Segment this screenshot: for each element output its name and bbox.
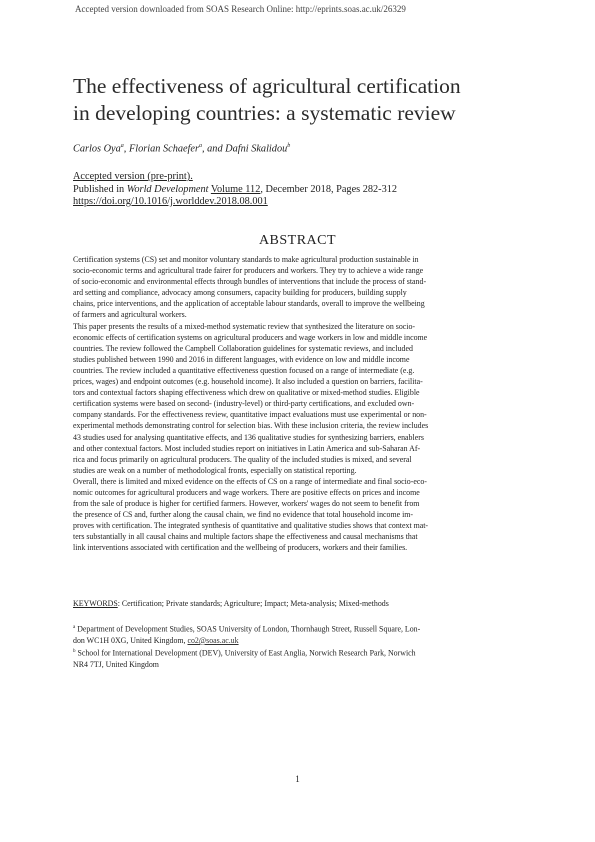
abstract-line: nomic outcomes for agricultural producers and wage workers. There are positive effects on prices and income bbox=[73, 487, 420, 497]
affiliation-a-mark: a bbox=[73, 625, 76, 630]
abstract-line: prices, wages) and endpoint outcomes (e.g. household income). It also included a question on barriers, facilita- bbox=[73, 377, 423, 387]
abstract-heading: ABSTRACT bbox=[258, 233, 337, 248]
abstract-line: Overall, there is limited and mixed evidence on the effects of CS on a range of intermediate and final socio-eco- bbox=[73, 476, 427, 486]
abstract-line: the presence of CS and, further along the causal chain, we find no evidence that total household income im- bbox=[73, 510, 414, 520]
page-number: 1 bbox=[295, 774, 300, 784]
abstract-line: chains, price interventions, and the application of acceptable labour standards, overall to improve the wellbeing bbox=[73, 299, 425, 309]
affiliation-a bbox=[73, 622, 420, 635]
abstract-line: Certification systems (CS) set and monitor voluntary standards to make agricultural production sustainable in bbox=[73, 255, 419, 264]
abstract-body bbox=[73, 254, 525, 554]
published-prefix: Published in bbox=[73, 183, 127, 195]
abstract-line: and other contextual factors. Most included studies report on initiatives in Latin America and sub-Saharan Af- bbox=[73, 443, 421, 453]
abstract-line: studies published between 1990 and 2016 in different languages, with evidence on low and middle income bbox=[73, 354, 410, 364]
abstract-line: rica and focus primarily on agricultural producers. The quality of the included studies is mixed, and several bbox=[73, 454, 412, 464]
email-link[interactable]: co2@soas.ac.uk bbox=[187, 635, 239, 645]
abstract-line: company standards. For the effectiveness review, quantitative impact evaluations must use experimental or non- bbox=[73, 410, 427, 420]
title-line-2: in developing countries: a systematic review bbox=[73, 101, 456, 125]
abstract-line: socio-economic terms and agricultural trade fairer for producers and workers. They try to achieve a wide range bbox=[73, 266, 424, 276]
affiliation-a-text-cont: don WC1H 0XG, United Kingdom, bbox=[73, 635, 188, 645]
affiliation-a-text: Department of Development Studies, SOAS University of London, Thornhaugh Street, Russell Square, Lon- bbox=[75, 624, 421, 634]
abstract-line: This paper presents the results of a mixed-method systematic review that synthesized the literature on socio- bbox=[73, 321, 416, 331]
author-separator: , and bbox=[202, 143, 226, 155]
author-2: Florian Schaefer bbox=[128, 143, 199, 155]
affiliation-b-text-cont: NR4 7TJ, United Kingdom bbox=[73, 659, 159, 669]
author-separator: , bbox=[123, 143, 129, 155]
abstract-line: of socio-economic and environmental effects through bundles of interventions that include the process of stand- bbox=[73, 277, 427, 287]
abstract-line: ters substantially in all causal chains and multiple factors shape the effectiveness and causal mechanisms that bbox=[73, 532, 418, 542]
keywords-list: : Certification; Private standards; Agriculture; Impact; Meta-analysis; Mixed-methods bbox=[117, 599, 389, 608]
abstract-line: tors and contextual factors shaping effectiveness which drew on qualitative or mixed-method studies. Eligible bbox=[73, 388, 420, 398]
abstract-line: 43 studies used for analysing quantitative effects, and 136 qualitative studies for synthesizing barriers, enablers bbox=[73, 432, 424, 442]
affiliation-b-text: School for International Development (DEV), University of East Anglia, Norwich Research Park, Norwich bbox=[75, 648, 416, 658]
abstract-line: experimental methods demonstrating control for selection bias. With these inclusion criteria, the review includes bbox=[73, 421, 429, 431]
affiliation-b-mark: b bbox=[73, 648, 76, 654]
keywords-label: KEYWORDS bbox=[73, 599, 118, 608]
publication-info bbox=[73, 171, 397, 209]
published-suffix: , December 2018, Pages 282-312 bbox=[260, 183, 398, 195]
abstract-line: proves with certification. The integrated synthesis of quantitative and qualitative studies shows that context mat- bbox=[73, 521, 429, 531]
author-list bbox=[73, 143, 290, 154]
abstract-line: countries. The review followed the Campbell Collaboration guidelines for systematic reviews, and included bbox=[73, 343, 413, 353]
author-3: Dafni Skalidou bbox=[225, 143, 288, 155]
author-2-affiliation-mark: a bbox=[199, 143, 202, 149]
abstract-line: link interventions associated with certification and the wellbeing of producers, workers and their families. bbox=[73, 543, 408, 553]
author-1: Carlos Oya bbox=[73, 143, 121, 155]
abstract-line: certification systems were based on second- (industry-level) or third-party certifications, and excluded own- bbox=[73, 399, 415, 409]
abstract-line: from the sale of produce is higher for certified farmers. However, workers' wages do not seem to benefit from bbox=[73, 499, 420, 509]
download-note: Accepted version downloaded from SOAS Research Online: http://eprints.soas.ac.uk/26329 bbox=[75, 4, 406, 14]
title-line-1: The effectiveness of agricultural certification bbox=[73, 74, 461, 98]
affiliation-b bbox=[73, 646, 420, 659]
author-3-affiliation-mark: b bbox=[287, 143, 291, 149]
accepted-version-link[interactable]: Accepted version (pre-print). bbox=[73, 171, 193, 182]
journal-name: World Development bbox=[126, 183, 209, 195]
doi-link[interactable]: https://doi.org/10.1016/j.worlddev.2018.08.001 bbox=[73, 196, 268, 207]
author-1-affiliation-mark: a bbox=[120, 143, 124, 149]
abstract-line: ard setting and compliance, advocacy among consumers, capacity building for producers, building supply bbox=[73, 288, 407, 298]
paper-title bbox=[73, 73, 461, 127]
abstract-line: countries. The review included a quantitative effectiveness question focused on a range of intermediate (e.g. bbox=[73, 365, 415, 375]
volume-link[interactable]: Volume 112 bbox=[210, 183, 261, 195]
keywords bbox=[73, 599, 389, 608]
affiliations bbox=[73, 622, 420, 670]
abstract-line: economic effects of certification systems on agricultural producers and wage workers in low and middle income bbox=[73, 332, 428, 342]
abstract-line: of farmers and agricultural workers. bbox=[73, 310, 187, 320]
abstract-line: studies are weak on a number of methodological fronts, especially on statistical reporting. bbox=[73, 465, 357, 475]
